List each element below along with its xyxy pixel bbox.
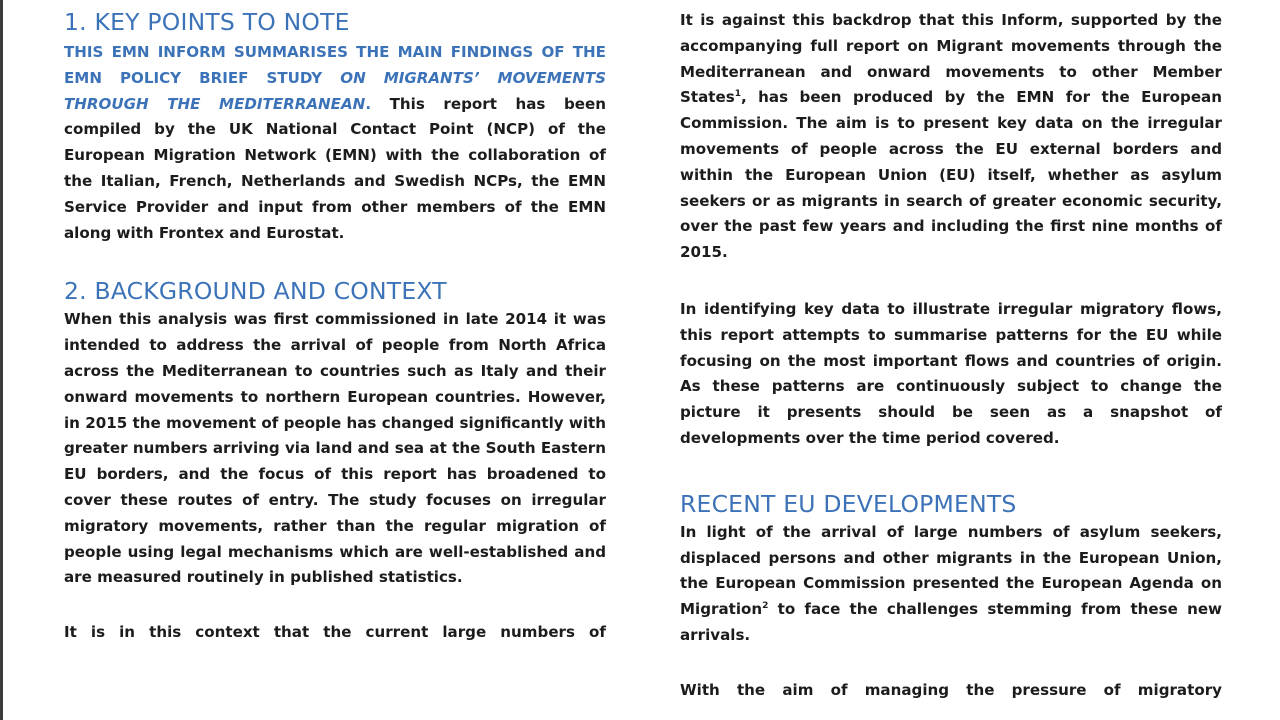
section-3-heading: RECENT EU DEVELOPMENTS — [680, 489, 1017, 518]
left-column — [64, 0, 606, 646]
section-2-paragraph-1: When this analysis was first commissioned in late 2014 it was intended to address the arrival of people from North Africa across the Mediterranean to countries such as Italy and their onward movements to northern European countries. However, in 2015 the movement of people has changed significantly with greater numbers arriving via land and sea at the South Eastern EU borders, and the focus of this report has broadened to cover these routes of entry. The study focuses on irregular migratory movements, rather than the regular migration of people using legal mechanisms which are well-established and are measured routinely in published statistics. — [64, 310, 606, 587]
footnote-marker-2[interactable]: 2 — [762, 601, 769, 612]
lead-end: . — [365, 94, 372, 113]
right-paragraph-1-start: It is against this backdrop that this Inform, supported by the accompanying full report on Migrant movements through the Mediterranean and onward movements to other Member States — [680, 11, 1222, 107]
right-paragraph-1 — [680, 8, 1222, 266]
section-1-paragraph — [64, 40, 606, 246]
lead-study-title: ON MIGRANTS’ MOVEMENTS THROUGH THE MEDITERRANEAN — [64, 68, 606, 113]
section-3-paragraph-2: With the aim of managing the pressure of migratory — [680, 680, 1222, 699]
footnote-marker-1[interactable]: 1 — [734, 89, 741, 100]
section-1-heading: 1. KEY POINTS TO NOTE — [64, 8, 350, 36]
section-2-heading: 2. BACKGROUND AND CONTEXT — [64, 277, 447, 306]
lead-text: THIS EMN INFORM SUMMARISES THE MAIN FINDINGS OF THE EMN POLICY BRIEF STUDY — [64, 43, 606, 87]
section-3-paragraph-1-start: In light of the arrival of large numbers of asylum seekers, displaced persons and other migrants in the European Union, the European Commission presented the European Agenda on Migration — [680, 522, 1222, 619]
page-left-border — [0, 0, 3, 720]
right-column — [680, 0, 1222, 704]
right-paragraph-1-end: , has been produced by the EMN for the European Commission. The aim is to present key data on the irregular movements of people across the EU external borders and within the European Union (EU) itself, whether as asylum seekers or as migrants in search of greater economic security, over the past few years and including the first nine months of 2015. — [680, 88, 1222, 262]
section-3-paragraph-1-end: to face the challenges stemming from these new arrivals. — [680, 600, 1222, 644]
section-2-paragraph-2: It is in this context that the current large numbers of — [64, 623, 606, 642]
section-3-paragraph-1 — [680, 520, 1222, 649]
section-1-body: This report has been compiled by the UK National Contact Point (NCP) of the European Migration Network (EMN) with the collaboration of the Italian, French, Netherlands and Swedish NCPs, the EMN Service Provider and input from other members of the EMN along with Frontex and Eurostat. — [64, 94, 606, 242]
right-paragraph-2: In identifying key data to illustrate irregular migratory flows, this report attempts to summarise patterns for the EU while focusing on the most important flows and countries of origin. As these patterns are continuously subject to change the picture it presents should be seen as a snapshot of developments over the time period covered. — [680, 299, 1222, 447]
